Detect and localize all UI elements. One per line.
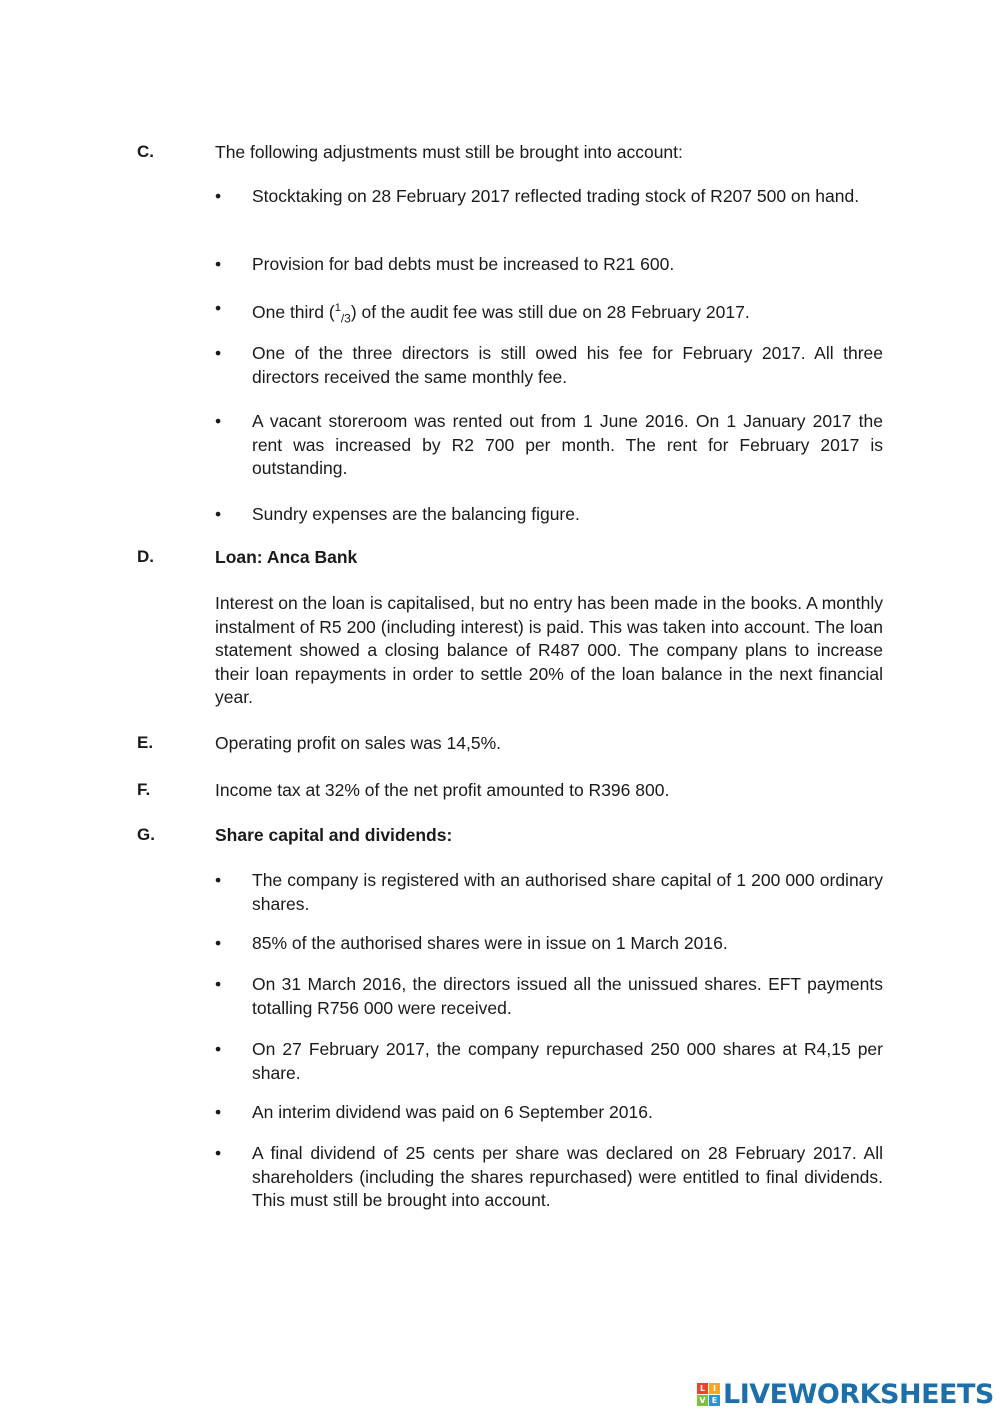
section-d-paragraph: Interest on the loan is capitalised, but no entry has been made in the books. A monthly instalment of R5 200 (including interest) is paid. This was taken into account. The loan statement showed a closing balance of R487 000. The company plans to increase their loan repayments in order to settle 20% of the loan balance in the next financial year. (215, 593, 883, 708)
logo-mark-icon (697, 1383, 720, 1406)
section-letter-c: C. (137, 142, 154, 161)
bullet-glyph: • (215, 186, 222, 206)
logo-mark-letter: V (697, 1395, 708, 1406)
bullet-text: Provision for bad debts must be increased to R21 600. (252, 254, 675, 274)
bullet-glyph: • (215, 298, 222, 318)
bullet-glyph: • (215, 504, 222, 524)
bullet-text: One of the three directors is still owed his fee for February 2017. All three directors received the same monthly fee. (252, 343, 883, 387)
fraction-post: ) of the audit fee was still due on 28 February 2017. (350, 301, 750, 322)
logo-mark-letter: E (709, 1395, 720, 1406)
section-d-heading: Loan: Anca Bank (215, 547, 358, 567)
bullet-text: The company is registered with an authorised share capital of 1 200 000 ordinary shares. (252, 870, 883, 914)
section-letter-g: G. (137, 825, 155, 844)
logo-mark-letter: I (709, 1383, 720, 1394)
logo-mark-letter: L (697, 1383, 708, 1394)
fraction-numerator: 1 (334, 302, 341, 314)
section-f-text: Income tax at 32% of the net profit amounted to R396 800. (215, 780, 670, 800)
bullet-text: Stocktaking on 28 February 2017 reflected trading stock of R207 500 on hand. (252, 186, 860, 206)
section-c-heading: The following adjustments must still be brought into account: (215, 142, 683, 162)
bullet-text: On 27 February 2017, the company repurchased 250 000 shares at R4,15 per share. (252, 1039, 883, 1083)
bullet-text: 85% of the authorised shares were in issue on 1 March 2016. (252, 933, 728, 953)
bullet-text (252, 297, 883, 331)
fraction-pre: One third ( (252, 301, 335, 322)
bullet-text: On 31 March 2016, the directors issued all the unissued shares. EFT payments totalling R756 000 were received. (252, 974, 883, 1018)
bullet-glyph: • (215, 870, 222, 890)
liveworksheets-logo[interactable] (697, 1379, 994, 1409)
bullet-glyph: • (215, 411, 222, 431)
bullet-text: An interim dividend was paid on 6 September 2016. (252, 1102, 653, 1122)
bullet-glyph: • (215, 343, 222, 363)
bullet-glyph: • (215, 1102, 222, 1122)
bullet-glyph: • (215, 1039, 222, 1059)
fraction-denominator: /3 (340, 311, 351, 326)
bullet-glyph: • (215, 1143, 222, 1163)
bullet-glyph: • (215, 933, 222, 953)
bullet-text: A vacant storeroom was rented out from 1 June 2016. On 1 January 2017 the rent was increased by R2 700 per month. The rent for February 2017 is outstanding. (252, 411, 883, 479)
bullet-glyph: • (215, 254, 222, 274)
bullet-glyph: • (215, 974, 222, 994)
bullet-text: Sundry expenses are the balancing figure. (252, 504, 580, 524)
section-g-heading: Share capital and dividends: (215, 825, 453, 845)
section-letter-e: E. (137, 733, 154, 752)
logo-text: LIVEWORKSHEETS (723, 1378, 994, 1410)
section-letter-f: F. (137, 780, 151, 799)
bullet-text: A final dividend of 25 cents per share was declared on 28 February 2017. All shareholders (including the shares repurchased) were entitled to final dividends. This must still be brought into account. (252, 1143, 883, 1211)
section-e-text: Operating profit on sales was 14,5%. (215, 733, 501, 753)
section-letter-d: D. (137, 547, 154, 566)
